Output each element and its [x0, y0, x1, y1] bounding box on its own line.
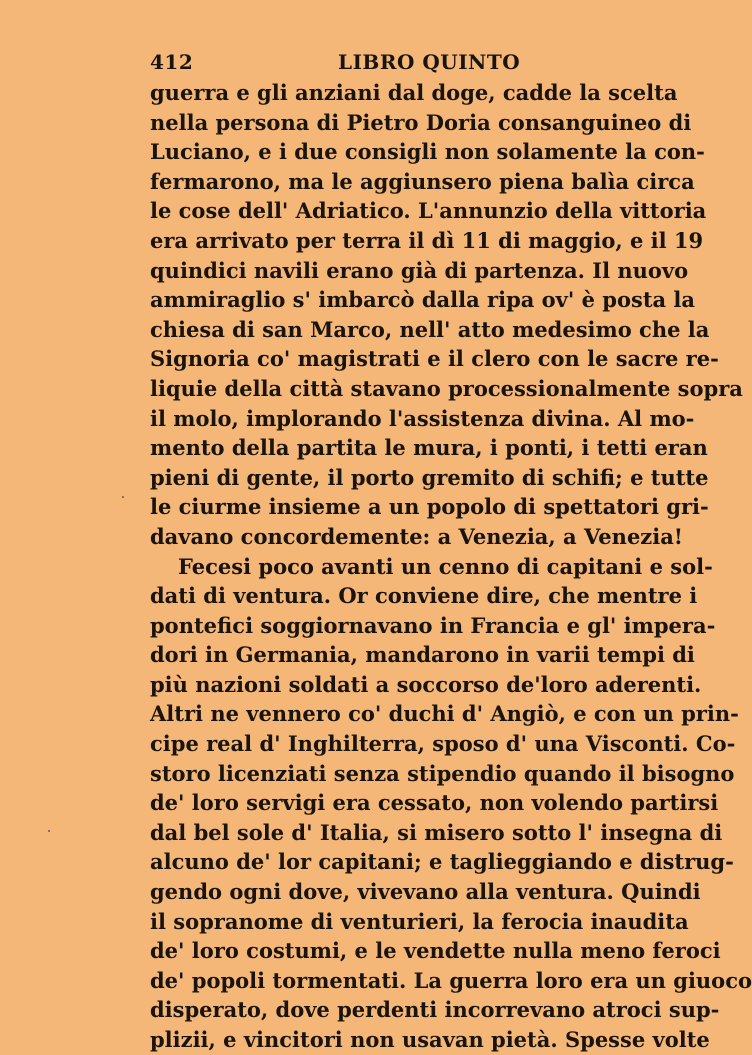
text-line: il sopranome di venturieri, la ferocia inaudita	[150, 908, 689, 934]
text-line: Altri ne vennero co' duchi d' Angiò, e con un prin-	[150, 701, 739, 727]
text-line: liquie della città stavano processionalmente sopra	[150, 375, 743, 401]
text-line: davano concordemente: a Venezia, a Venezia!	[150, 523, 684, 549]
text-line: cipe real d' Inghilterra, sposo d' una Visconti. Co-	[150, 731, 736, 757]
text-line: fermarono, ma le aggiunsero piena balìa circa	[150, 168, 695, 194]
margin-speck	[48, 830, 50, 832]
text-line: de' loro servigi era cessato, non volendo partirsi	[150, 790, 719, 816]
text-line: dori in Germania, mandarono in varii tempi di	[150, 642, 695, 668]
text-line: Signoria co' magistrati e il clero con le sacre re-	[150, 346, 719, 372]
text-line: de' loro costumi, e le vendette nulla meno feroci	[150, 938, 721, 964]
body-text	[150, 78, 752, 1055]
text-line: chiesa di san Marco, nell' atto medesimo che la	[150, 316, 710, 342]
paragraph	[150, 552, 752, 1055]
text-line: le cose dell' Adriatico. L'annunzio della vittoria	[150, 198, 707, 224]
running-title: LIBRO QUINTO	[338, 50, 521, 74]
text-line: dati di ventura. Or conviene dire, che mentre i	[150, 583, 698, 609]
text-line: guerra e gli anziani dal doge, cadde la scelta	[150, 80, 678, 105]
text-line: pontefici soggiornavano in Francia e gl' impera-	[150, 612, 716, 638]
text-line: gendo ogni dove, vivevano alla ventura. Quindi	[150, 879, 701, 905]
text-line: il molo, implorando l'assistenza divina. Al mo-	[150, 405, 695, 431]
text-line: era arrivato per terra il dì 11 di maggio, e il 19	[150, 227, 704, 253]
text-line: disperato, dove perdenti incorrevano atroci sup-	[150, 997, 720, 1023]
text-line: Luciano, e i due consigli non solamente la con-	[150, 139, 705, 165]
text-line: plizii, e vincitori non usavan pietà. Spesse volte	[150, 1027, 710, 1052]
text-line: dal bel sole d' Italia, si misero sotto l' insegna di	[150, 819, 723, 845]
text-line: più nazioni soldati a soccorso de'loro aderenti.	[150, 671, 702, 697]
text-line: storo licenziati senza stipendio quando il bisogno	[150, 760, 735, 786]
text-line: Fecesi poco avanti un cenno di capitani e sol-	[178, 553, 713, 579]
text-line: nella persona di Pietro Doria consanguineo di	[150, 109, 692, 135]
text-line: de' popoli tormentati. La guerra loro era un giuoco	[150, 967, 752, 993]
margin-speck	[122, 496, 124, 498]
paragraph	[150, 78, 743, 552]
page-number: 412	[150, 50, 194, 74]
text-line: ammiraglio s' imbarcò dalla ripa ov' è posta la	[150, 287, 696, 313]
text-line: alcuno de' lor capitani; e taglieggiando e distrug-	[150, 849, 734, 875]
text-line: quindici navili erano già di partenza. Il nuovo	[150, 257, 689, 283]
text-line: le ciurme insieme a un popolo di spettatori gri-	[150, 494, 709, 520]
text-line: mento della partita le mura, i ponti, i tetti eran	[150, 435, 708, 461]
text-line: pieni di gente, il porto gremito di schifi; e tutte	[150, 464, 709, 490]
page-header	[150, 50, 670, 80]
